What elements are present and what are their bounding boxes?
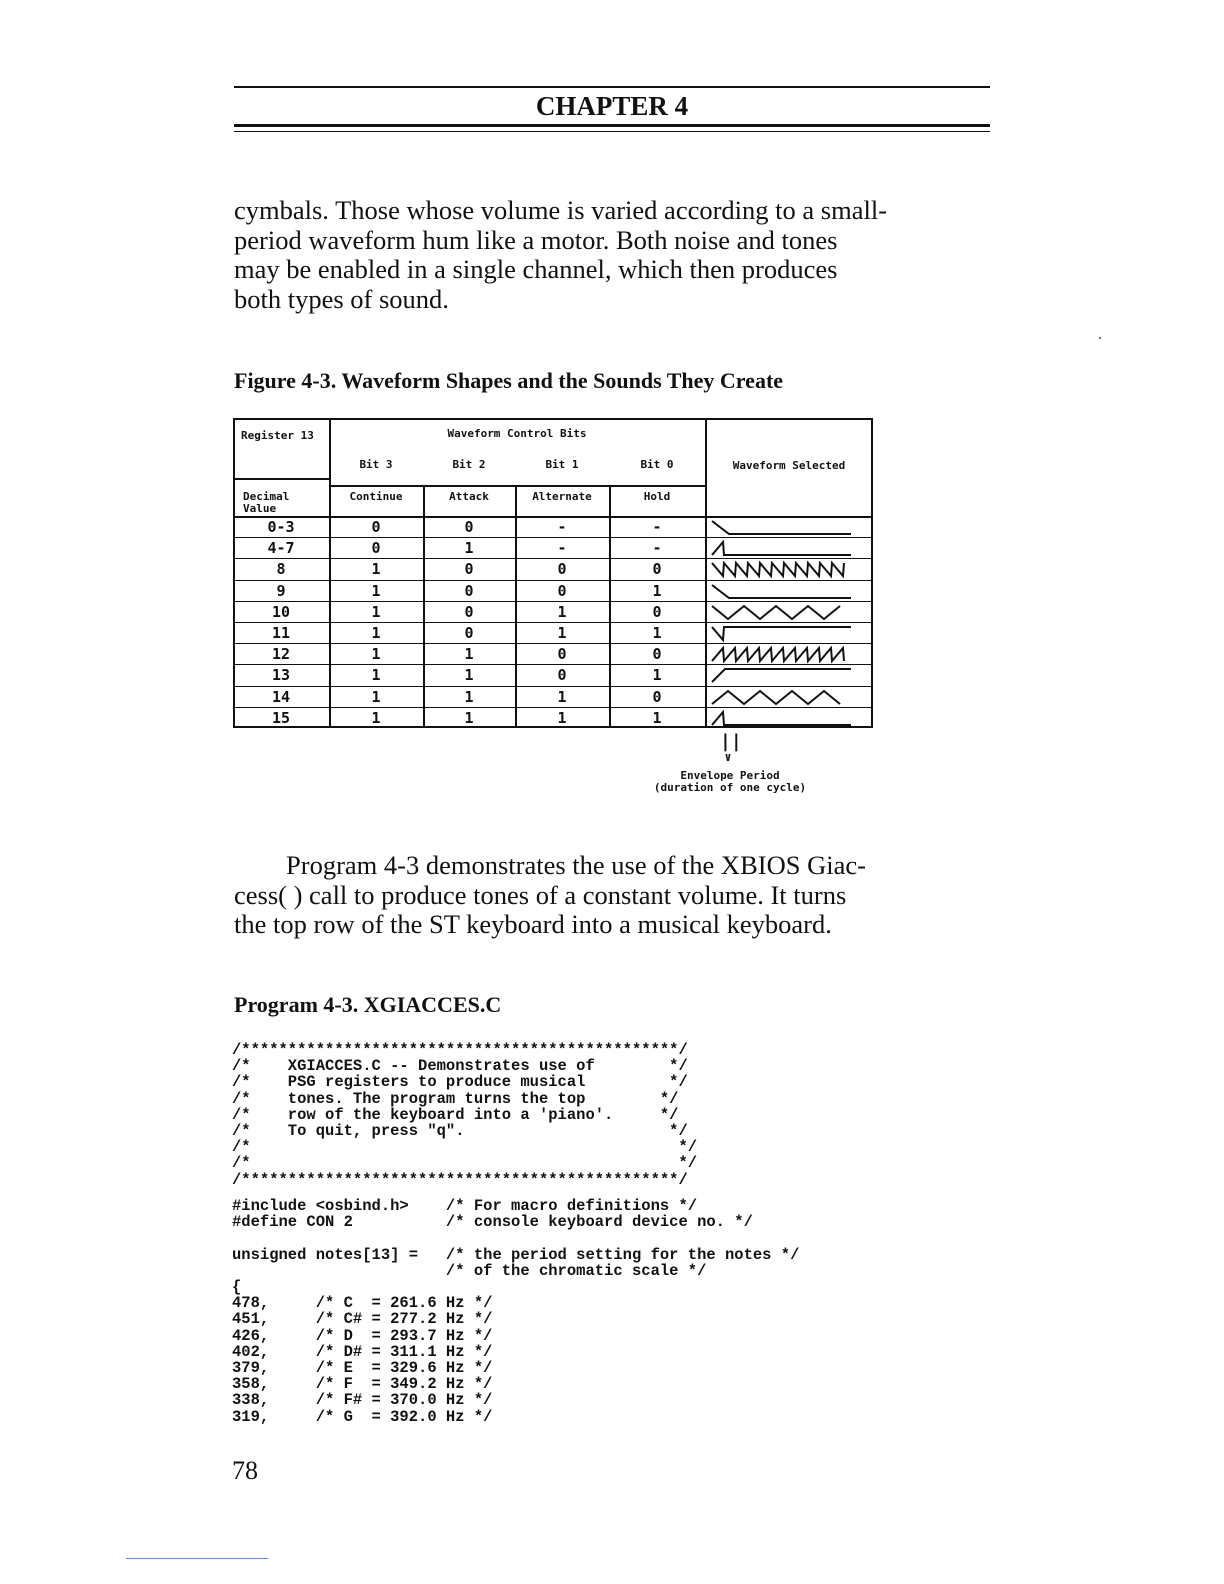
bit-value: 1 (652, 708, 662, 727)
figure-caption: Figure 4-3. Waveform Shapes and the Sounds They Create (234, 368, 784, 393)
bit-value: 0 (652, 687, 662, 706)
decimal-value: 8 (276, 560, 286, 579)
waveform-shape-triangle-down (711, 604, 869, 622)
bit-value: 0 (652, 602, 662, 621)
bit-value: 1 (464, 687, 474, 706)
bit-value: 0 (557, 581, 567, 600)
control-bits-label: Waveform Control Bits (447, 427, 587, 440)
table-gridline (329, 485, 705, 487)
decimal-value: 0-3 (267, 518, 295, 536)
bit-value: 1 (652, 624, 662, 642)
decimal-value: 14 (271, 687, 291, 706)
bit-value: 0 (371, 518, 381, 536)
envelope-label-line: Envelope Period (680, 769, 780, 782)
decimal-value: 12 (271, 645, 291, 664)
bit-value: - (557, 518, 567, 536)
header-rule-bottom (234, 124, 990, 127)
bit-header: Bit 0 (640, 458, 674, 471)
header-rule-top (234, 86, 990, 88)
bit-value: 1 (464, 645, 474, 664)
bit-value: 0 (652, 560, 662, 579)
bit-value: 1 (557, 602, 567, 621)
waveform-shape-attack-once (711, 710, 869, 728)
code-listing: #include <osbind.h> /* For macro definitions */ #define CON 2 /* console keyboard device no. */ unsigned notes[13] = /* the period setting for the notes */ /* of the chromatic scale */ { 478, /* C = 261.6 Hz */ 451, /* C# = 277.2 Hz */ 426, /* D = 293.7 Hz */ 402, /* D# = 311.1 Hz */ 379, /* E = 329.6 Hz */ 358, /* F = 349.2 Hz */ 338, /* F# = 370.0 Hz */ 319, /* G = 392.0 Hz */ (232, 1197, 800, 1426)
bit-value: 1 (464, 666, 474, 685)
body-paragraph-2 (234, 851, 994, 940)
bit-value: 1 (371, 645, 381, 664)
bit-value: 1 (652, 581, 662, 600)
bit-value: 0 (371, 539, 381, 558)
bit-name: Hold (643, 490, 671, 503)
paragraph-line: may be enabled in a single channel, which then produces (234, 254, 838, 284)
bit-value: 1 (371, 666, 381, 685)
paragraph-line: cymbals. Those whose volume is varied according to a small- (234, 195, 888, 225)
program-caption: Program 4-3. XGIACCES.C (234, 992, 502, 1017)
bit-value: 1 (371, 708, 381, 727)
bit-value: 1 (371, 560, 381, 579)
bit-value: 1 (557, 687, 567, 706)
decimal-value: 10 (271, 602, 291, 621)
table-gridline (233, 478, 329, 480)
bit-value: 0 (464, 624, 474, 642)
page-number: 78 (232, 1456, 258, 1485)
waveform-shape-decay-hold-high (711, 625, 869, 643)
envelope-label (600, 770, 860, 794)
waveform-label: Waveform Selected (732, 459, 846, 472)
bit-header: Bit 3 (359, 458, 393, 471)
decimal-value: 15 (271, 708, 291, 727)
decimal-value: 13 (271, 666, 291, 685)
bit-header: Bit 2 (452, 458, 486, 471)
envelope-arrow (720, 731, 742, 771)
bit-value: 0 (464, 560, 474, 579)
decimal-label: Decimal Value (243, 490, 290, 515)
paragraph-line: cess( ) call to produce tones of a constant volume. It turns (234, 879, 847, 910)
table-gridline (705, 418, 707, 728)
scan-speck (1099, 337, 1101, 339)
envelope-period-marker: || (720, 731, 742, 752)
envelope-label-line: (duration of one cycle) (653, 781, 807, 794)
bit-value: - (652, 518, 662, 536)
header-rule-bottom-thin (234, 131, 990, 132)
bit-value: 0 (464, 602, 474, 621)
waveform-table (233, 418, 873, 728)
bit-value: 1 (371, 624, 381, 642)
waveform-shape-attack-once (711, 540, 869, 558)
register-label: Register 13 (241, 429, 314, 442)
decimal-value: 9 (276, 581, 286, 600)
bit-value: - (652, 539, 662, 558)
paragraph-line: period waveform hum like a motor. Both noise and tones (234, 224, 838, 255)
body-paragraph-1 (234, 196, 994, 314)
code-comment-block: /***********************************************/ /* XGIACCES.C -- Demonstrates use of */ /* PSG registers to produce musical */ /* tones. The program turns the top */ /* row of the keyboard into a 'piano'. */ /* To quit, press "q". */ /* */ /* */ /***********************************************/ (232, 1041, 698, 1189)
bit-value: 1 (652, 666, 662, 685)
bit-value: 0 (557, 560, 567, 579)
paragraph-line: both types of sound. (234, 283, 449, 314)
bit-value: 1 (557, 624, 567, 642)
table-gridline (233, 622, 873, 623)
bit-value: 0 (464, 581, 474, 600)
bit-value: - (557, 539, 567, 558)
bit-value: 1 (371, 687, 381, 706)
bit-header: Bit 1 (545, 458, 579, 471)
decimal-value: 4-7 (267, 539, 295, 558)
decimal-value: 11 (271, 624, 291, 642)
waveform-shape-saw-up (711, 646, 869, 664)
paragraph-line: the top row of the ST keyboard into a musical keyboard. (234, 909, 832, 939)
waveform-shape-decay (711, 519, 869, 537)
bit-value: 0 (557, 666, 567, 685)
chevron-down-icon: ∨ (724, 750, 732, 764)
table-border (233, 418, 235, 728)
waveform-shape-saw-down (711, 561, 869, 579)
table-border (871, 418, 873, 728)
waveform-shape-attack-hold-high (711, 667, 869, 685)
bit-value: 0 (652, 645, 662, 664)
chapter-title: CHAPTER 4 (535, 91, 689, 121)
bit-value: 1 (557, 708, 567, 727)
bit-value: 0 (464, 518, 474, 536)
bit-value: 0 (557, 645, 567, 664)
waveform-shape-triangle-up (711, 689, 869, 707)
bit-value: 1 (371, 581, 381, 600)
bit-value: 1 (371, 602, 381, 621)
bit-name: Attack (449, 490, 489, 503)
footer-line (126, 1558, 268, 1559)
paragraph-line: Program 4-3 demonstrates the use of the XBIOS Giac- (286, 850, 866, 880)
bit-name: Alternate (532, 490, 592, 503)
bit-value: 1 (464, 708, 474, 727)
waveform-shape-decay (711, 583, 869, 601)
bit-name: Continue (349, 490, 403, 503)
bit-value: 1 (464, 539, 474, 558)
